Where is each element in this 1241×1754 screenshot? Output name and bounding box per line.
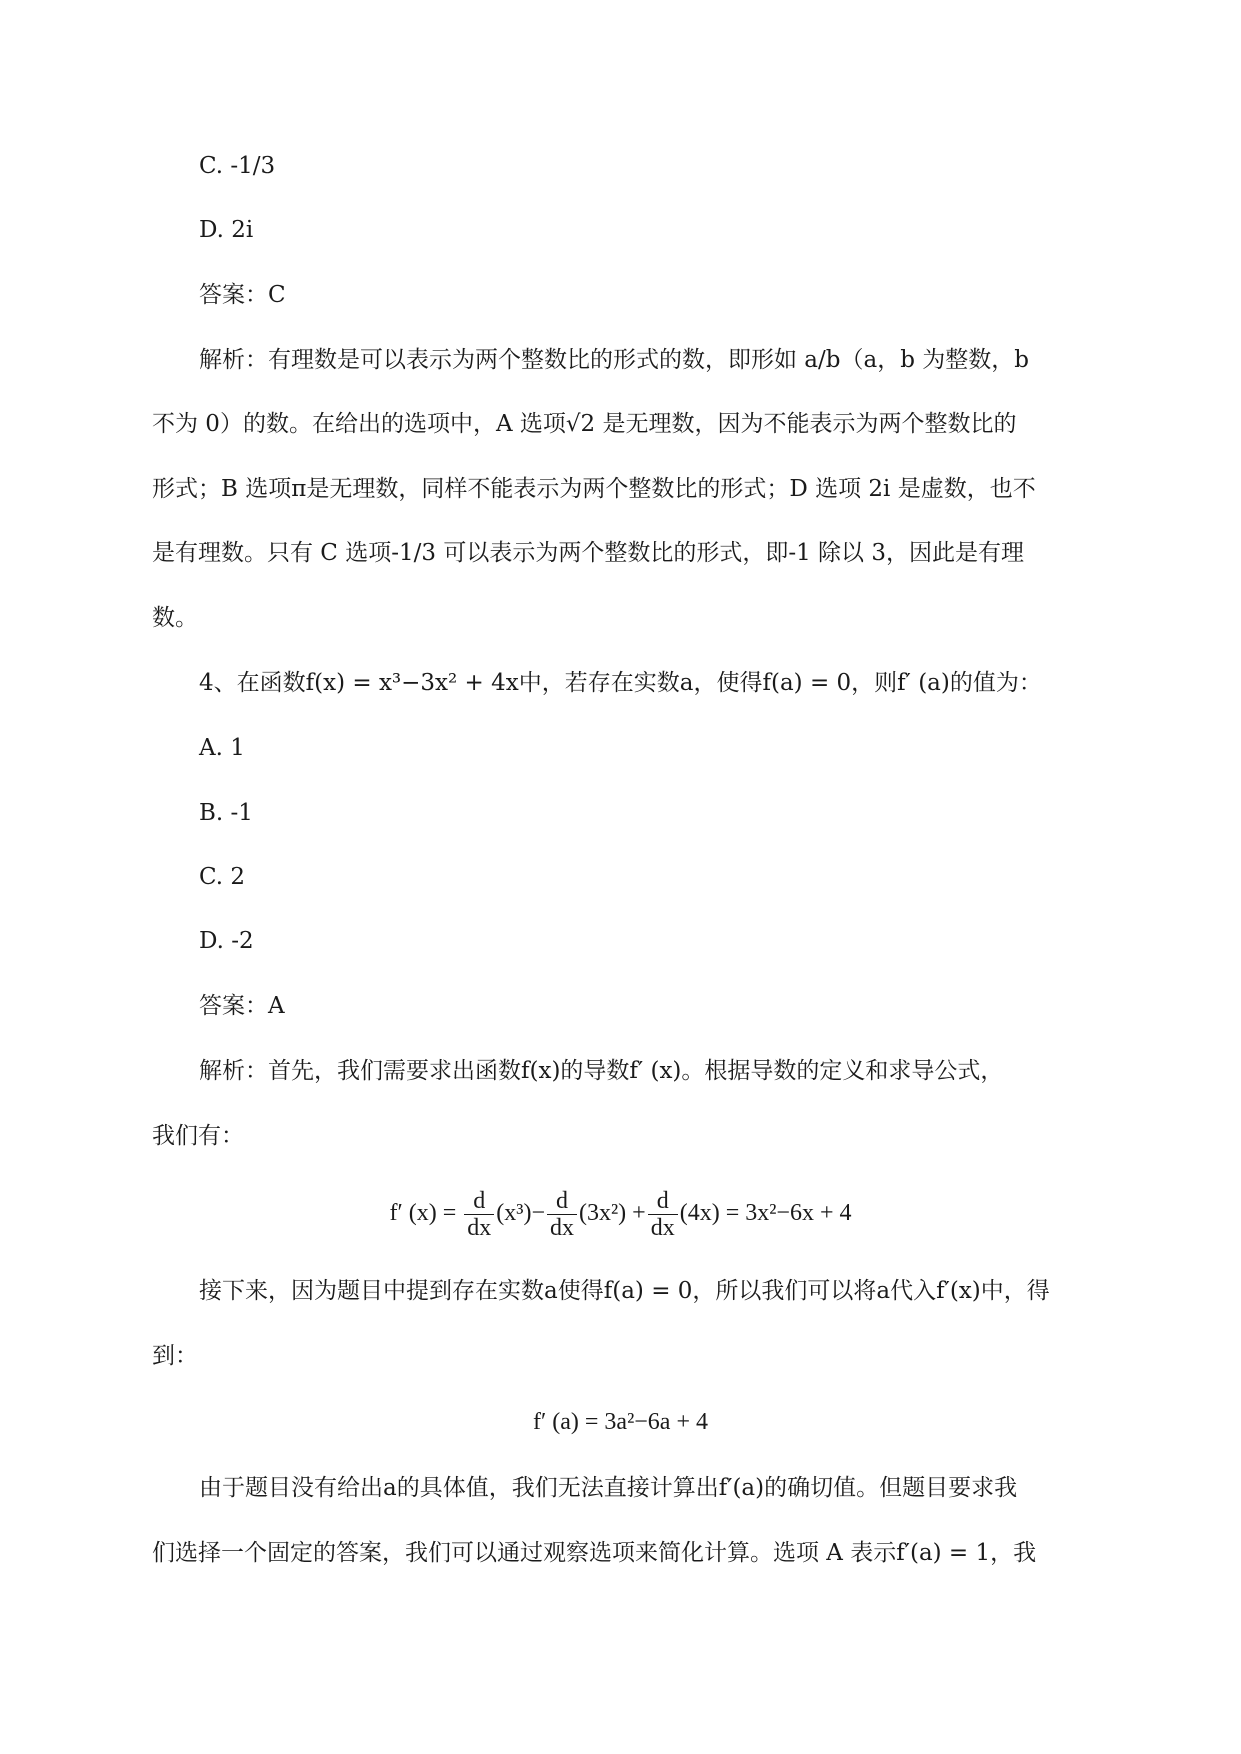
q3-option-c: C. -1/3 bbox=[199, 153, 276, 179]
q4-final-line: 们选择一个固定的答案，我们可以通过观察选项来简化计算。选项 A 表示f′(a) = 1，我 bbox=[152, 1540, 1037, 1566]
equation-lhs: f′ (x) = bbox=[389, 1200, 463, 1226]
fraction-d-dx bbox=[464, 1188, 494, 1241]
q4-option-d: D. -2 bbox=[199, 928, 254, 954]
q3-answer: 答案：C bbox=[199, 282, 286, 308]
q4-analysis-line: 我们有： bbox=[152, 1123, 244, 1149]
q4-question: 4、在函数f(x) = x³−3x² + 4x中，若存在实数a，使得f(a) = 0，则f′ (a)的值为： bbox=[199, 670, 1042, 696]
q4-option-b: B. -1 bbox=[199, 800, 253, 826]
q3-analysis-line: 数。 bbox=[152, 605, 198, 631]
equation-term: (x³)− bbox=[496, 1200, 545, 1226]
q4-option-c: C. 2 bbox=[199, 864, 246, 890]
equation-term: (4x) = 3x²−6x + 4 bbox=[679, 1200, 852, 1226]
q4-next-line: 到： bbox=[152, 1343, 198, 1369]
q4-final-line: 由于题目没有给出a的具体值，我们无法直接计算出f′(a)的确切值。但题目要求我 bbox=[199, 1475, 1018, 1501]
q3-option-d: D. 2i bbox=[199, 217, 254, 243]
equation-term: (3x²) + bbox=[578, 1200, 646, 1226]
fraction-denominator: dx bbox=[467, 1214, 492, 1241]
q4-next-line: 接下来，因为题目中提到存在实数a使得f(a) = 0，所以我们可以将a代入f′(x)中，得 bbox=[199, 1278, 1050, 1304]
q3-analysis-line: 形式；B 选项π是无理数，同样不能表示为两个整数比的形式；D 选项 2i 是虚数，也不 bbox=[152, 476, 1036, 502]
q4-analysis-line: 解析：首先，我们需要求出函数f(x)的导数f′ (x)。根据导数的定义和求导公式， bbox=[199, 1058, 1004, 1084]
q3-analysis-line: 解析：有理数是可以表示为两个整数比的形式的数，即形如 a/b（a，b 为整数，b bbox=[199, 347, 1029, 373]
fraction-numerator: d bbox=[648, 1188, 678, 1215]
fraction-denominator: dx bbox=[549, 1214, 574, 1241]
derivative-equation bbox=[0, 1183, 1241, 1243]
fraction-numerator: d bbox=[464, 1188, 494, 1215]
fraction-d-dx bbox=[547, 1188, 577, 1241]
q3-analysis-line: 是有理数。只有 C 选项-1/3 可以表示为两个整数比的形式，即-1 除以 3，因此是有理 bbox=[152, 540, 1024, 566]
q4-option-a: A. 1 bbox=[199, 735, 245, 761]
q3-analysis-line: 不为 0）的数。在给出的选项中，A 选项√2 是无理数，因为不能表示为两个整数比的 bbox=[152, 411, 1017, 437]
fraction-numerator: d bbox=[547, 1188, 577, 1215]
fraction-denominator: dx bbox=[650, 1214, 675, 1241]
q4-answer: 答案：A bbox=[199, 993, 285, 1019]
fraction-d-dx bbox=[648, 1188, 678, 1241]
derivative-at-a-equation: f′ (a) = 3a²−6a + 4 bbox=[533, 1409, 708, 1435]
